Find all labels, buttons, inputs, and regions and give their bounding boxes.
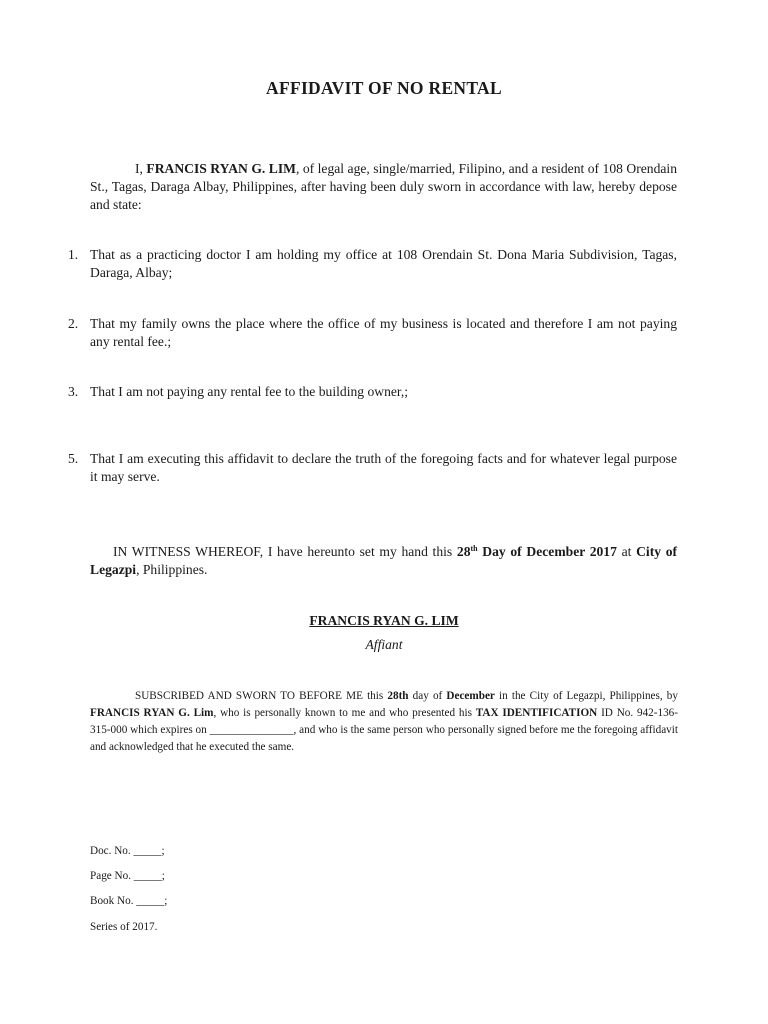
affiant-name: FRANCIS RYAN G. LIM bbox=[146, 161, 296, 176]
signature-name: FRANCIS RYAN G. LIM bbox=[309, 613, 459, 628]
book-no: Book No. _____; bbox=[90, 895, 168, 907]
witness-day-suffix: th bbox=[470, 544, 478, 553]
intro-prefix: I, bbox=[135, 161, 147, 176]
witness-day: 28 bbox=[456, 544, 471, 559]
jurat-paragraph bbox=[90, 688, 678, 756]
item-number: 5. bbox=[68, 451, 79, 466]
jurat-text: , who is personally known to me and who presented his bbox=[213, 707, 476, 719]
jurat-text: day of bbox=[408, 690, 447, 702]
list-item: That I am executing this affidavit to declare the truth of the foregoing facts and for whatever legal purpose it may serve. bbox=[90, 451, 677, 484]
jurat-text: ID No. 942-136-315-000 which expires on _______________, and who is the same person who personally signed before me the foregoing affidavit and acknowledged that he executed the same. bbox=[90, 707, 679, 753]
jurat-text: SUBSCRIBED AND SWORN TO BEFORE ME this bbox=[135, 690, 388, 702]
list-item: That I am not paying any rental fee to the building owner,; bbox=[90, 384, 409, 399]
jurat-id-label: TAX IDENTIFICATION bbox=[475, 707, 598, 719]
page-no: Page No. _____; bbox=[90, 870, 165, 882]
witness-paragraph bbox=[90, 543, 677, 579]
item-number: 1. bbox=[68, 247, 79, 262]
jurat-day: 28th bbox=[387, 690, 409, 702]
doc-no: Doc. No. _____; bbox=[90, 845, 165, 857]
signature-role: Affiant bbox=[365, 637, 403, 652]
series-year: Series of 2017. bbox=[90, 921, 158, 933]
list-item: That as a practicing doctor I am holding my office at 108 Orendain St. Dona Maria Subdivision, Tagas, Daraga, Albay; bbox=[90, 247, 677, 280]
jurat-text: in the City of Legazpi, Philippines, by bbox=[494, 690, 678, 702]
witness-date: Day of December 2017 bbox=[477, 544, 617, 559]
intro-paragraph bbox=[90, 160, 677, 214]
witness-country: , Philippines. bbox=[136, 562, 208, 577]
witness-at: at bbox=[616, 544, 637, 559]
jurat-month: December bbox=[446, 690, 495, 702]
witness-prefix: IN WITNESS WHEREOF, I have hereunto set my hand this bbox=[113, 544, 457, 559]
intro-rest: , of legal age, single/married, Filipino, and a resident of 108 Orendain St., Tagas, Daraga Albay, Philippines, after having been duly sworn in accordance with law, hereby depose and state: bbox=[90, 161, 677, 212]
list-item: That my family owns the place where the office of my business is located and therefore I am not paying any rental fee.; bbox=[90, 316, 677, 349]
jurat-affiant-name: FRANCIS RYAN G. Lim bbox=[90, 707, 214, 719]
item-number: 3. bbox=[68, 384, 79, 399]
document-title: AFFIDAVIT OF NO RENTAL bbox=[266, 78, 502, 98]
witness-city: City of Legazpi bbox=[90, 544, 678, 577]
item-number: 2. bbox=[68, 316, 79, 331]
